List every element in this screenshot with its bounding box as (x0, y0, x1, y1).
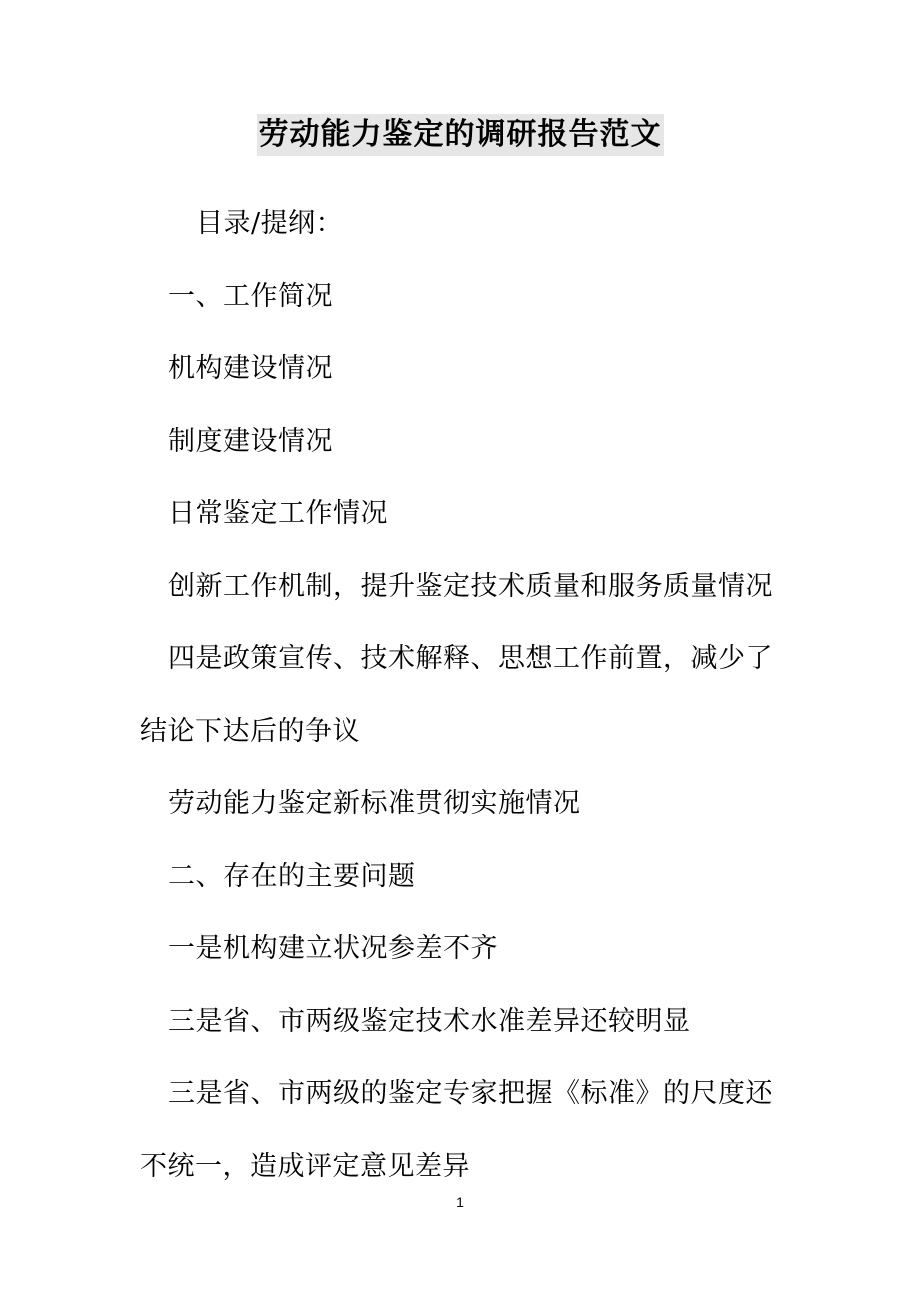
document-title: 劳动能力鉴定的调研报告范文 (257, 114, 664, 156)
toc-line-institution: 机构建设情况 (168, 353, 333, 384)
toc-line-innovation: 创新工作机制，提升鉴定技术质量和服务质量情况 (168, 570, 773, 602)
toc-line-policy: 四是政策宣传、技术解释、思想工作前置，减少了 (168, 643, 773, 674)
toc-line-policy-continued: 结论下达后的争议 (140, 715, 360, 747)
toc-line-problem-2: 三是省、市两级鉴定技术水准差异还较明显 (168, 1005, 691, 1037)
toc-line-problem-3-continued: 不统一，造成评定意见差异 (140, 1150, 470, 1182)
toc-line-daily-work: 日常鉴定工作情况 (168, 498, 388, 529)
toc-label: 目录/提纲： (196, 208, 344, 239)
toc-line-section-1: 一、工作简况 (168, 280, 333, 312)
title-container (0, 114, 920, 156)
toc-line-problem-1: 一是机构建立状况参差不齐 (168, 933, 498, 964)
toc-line-section-2: 二、存在的主要问题 (168, 860, 416, 892)
toc-line-new-standard: 劳动能力鉴定新标准贯彻实施情况 (168, 788, 581, 819)
document-body (140, 188, 790, 1203)
page-number: 1 (456, 1194, 464, 1210)
toc-line-problem-3: 三是省、市两级的鉴定专家把握《标准》的尺度还 (168, 1078, 773, 1109)
toc-line-system: 制度建设情况 (168, 425, 333, 457)
